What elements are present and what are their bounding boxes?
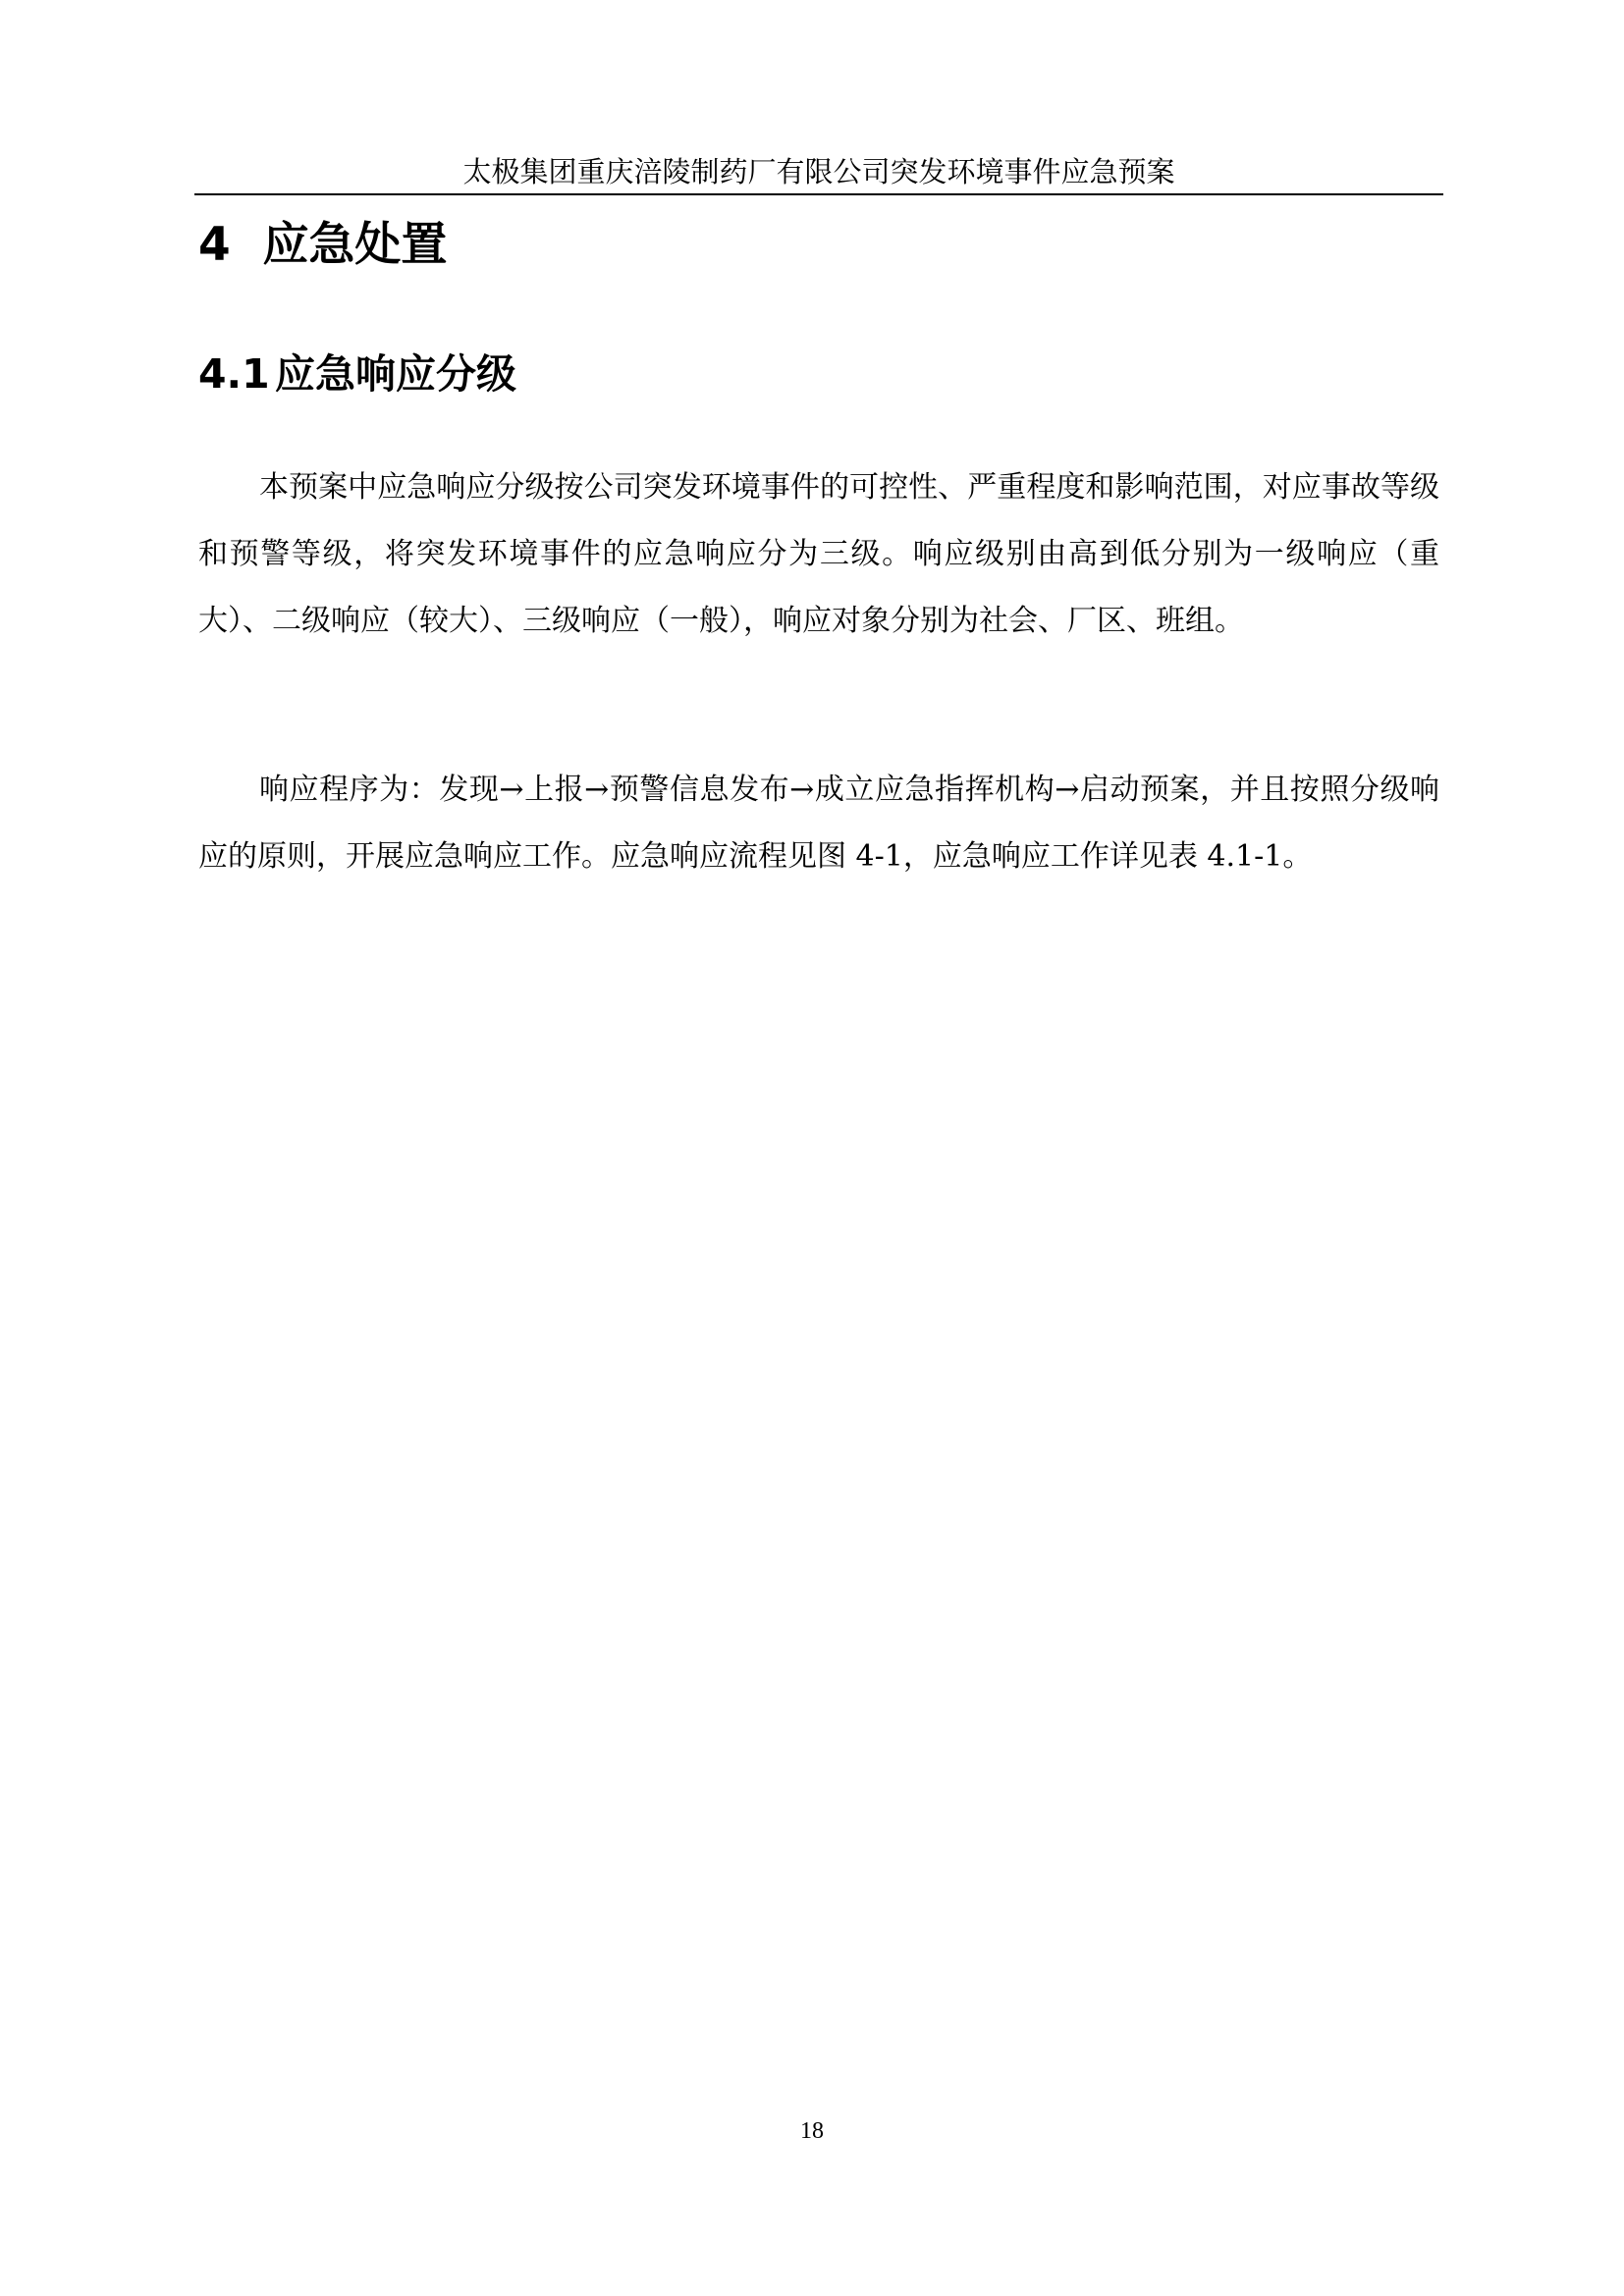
chapter-number: 4 <box>198 218 231 272</box>
paragraph-response-levels: 本预案中应急响应分级按公司突发环境事件的可控性、严重程度和影响范围，对应事故等级和预警等级，将突发环境事件的应急响应分为三级。响应级别由高到低分别为一级响应（重大）、二级响应（较大）、三级响应（一般），响应对象分别为社会、厂区、班组。 <box>198 470 1439 638</box>
section-title <box>198 339 516 409</box>
section-number: 4.1 <box>198 350 270 398</box>
chapter-title-text: 应急处置 <box>262 218 448 272</box>
running-header: 太极集团重庆涪陵制药厂有限公司突发环境事件应急预案 <box>462 155 1175 188</box>
section-title-text: 应急响应分级 <box>275 350 516 398</box>
chapter-title <box>198 210 447 281</box>
paragraph-response-procedure: 响应程序为：发现→上报→预警信息发布→成立应急指挥机构→启动预案，并且按照分级响应的原则，开展应急响应工作。应急响应流程见图 4-1，应急响应工作详见表 4.1-1。 <box>198 773 1439 874</box>
page-number: 18 <box>800 2118 824 2144</box>
header-rule <box>194 193 1443 195</box>
